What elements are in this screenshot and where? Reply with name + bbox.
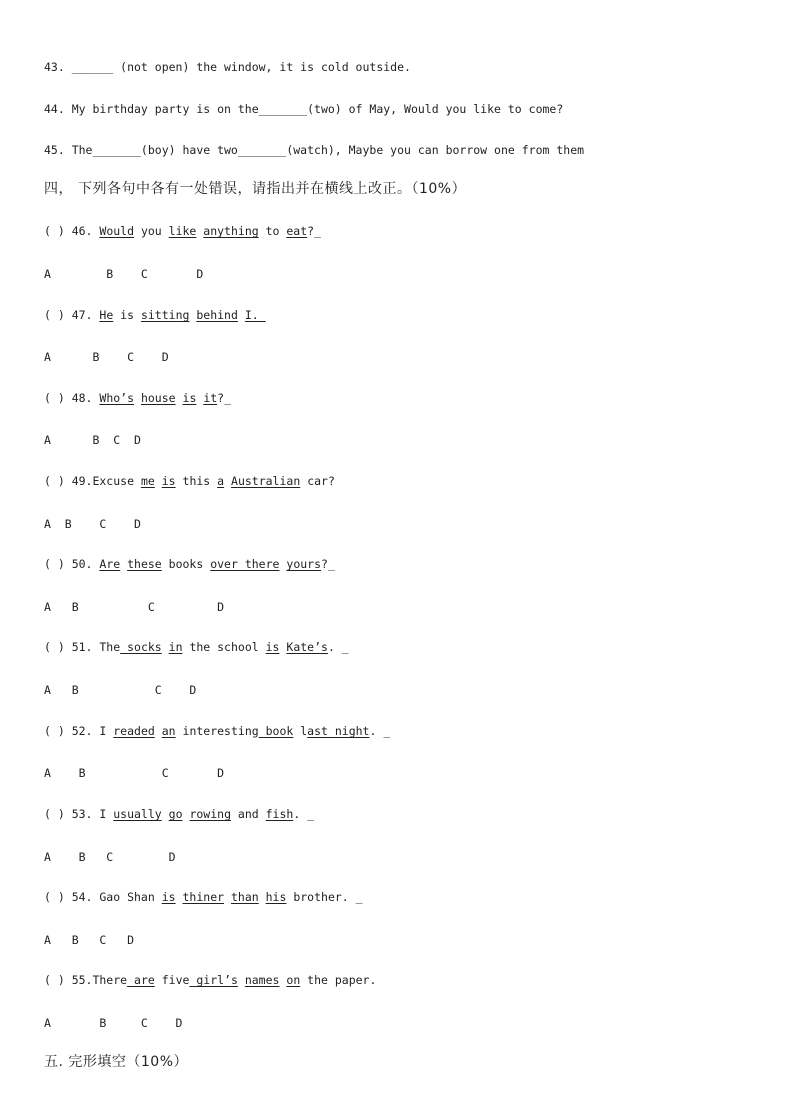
answer-letters-54: A B C D	[44, 933, 135, 947]
answer-letters-50: A B C D	[44, 600, 225, 614]
answer-letters-47: A B C D	[44, 350, 169, 364]
question-45: 45. The_______(boy) have two_______(watch), Maybe you can borrow one from them	[44, 143, 585, 157]
answer-letters-48: A B C D	[44, 433, 141, 447]
answer-letters-52: A B C D	[44, 766, 225, 780]
answer-letters-51: A B C D	[44, 683, 197, 697]
question-43: 43. ______ (not open) the window, it is cold outside.	[44, 60, 411, 74]
question-55: ( ) 55.There are five girl’s names on the paper.	[44, 973, 377, 987]
question-44: 44. My birthday party is on the_______(two) of May, Would you like to come?	[44, 102, 564, 116]
section-5-title: 五. 完形填空（10%）	[44, 1054, 189, 1070]
question-52: ( ) 52. I readed an interesting book last night. _	[44, 724, 391, 738]
question-50: ( ) 50. Are these books over there yours?_	[44, 557, 335, 571]
question-54: ( ) 54. Gao Shan is thiner than his brother. _	[44, 890, 363, 904]
answer-letters-46: A B C D	[44, 267, 204, 281]
question-53: ( ) 53. I usually go rowing and fish. _	[44, 807, 315, 821]
question-48: ( ) 48. Who’s house is it?_	[44, 391, 232, 405]
answer-letters-49: A B C D	[44, 517, 141, 531]
question-51: ( ) 51. The socks in the school is Kate’s. _	[44, 640, 349, 654]
question-46: ( ) 46. Would you like anything to eat?_	[44, 224, 322, 238]
answer-letters-55: A B C D	[44, 1016, 183, 1030]
answer-letters-53: A B C D	[44, 850, 176, 864]
question-49: ( ) 49.Excuse me is this a Australian car?	[44, 474, 335, 488]
question-47: ( ) 47. He is sitting behind I.	[44, 308, 266, 322]
section-4-title: 四， 下列各句中各有一处错误，请指出并在横线上改正。（10%）	[44, 181, 467, 197]
